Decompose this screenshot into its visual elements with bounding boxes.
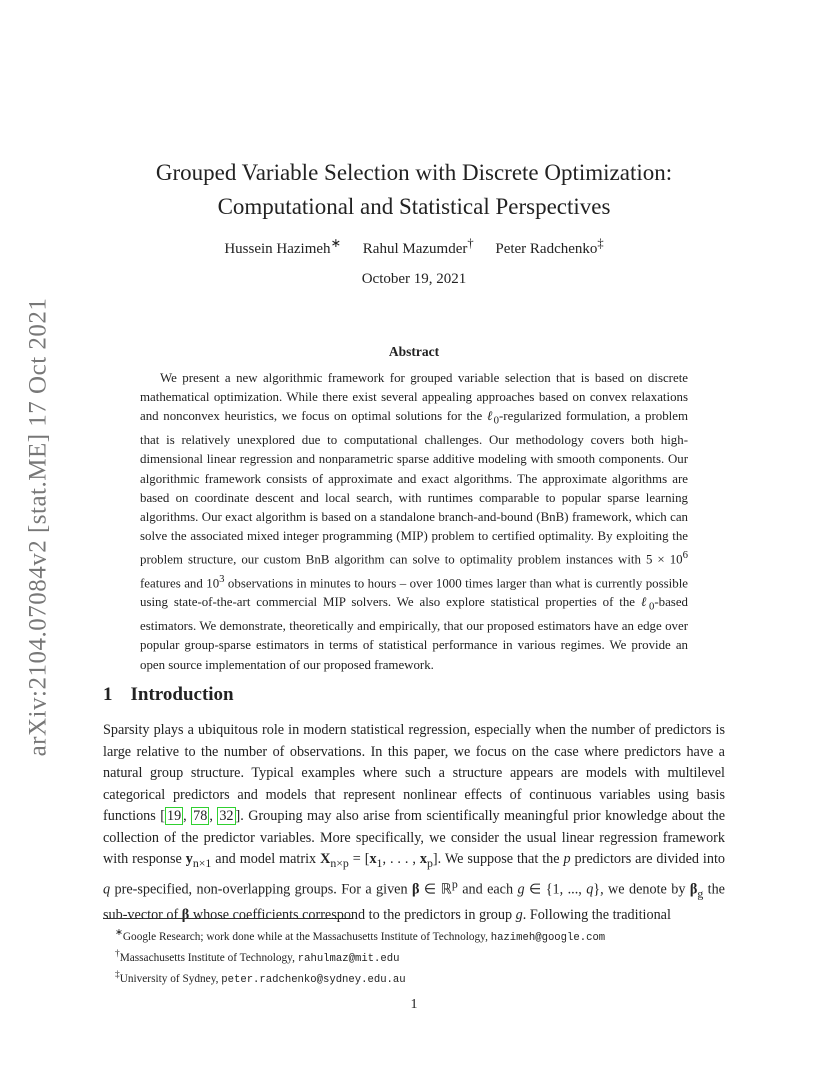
author-1: [224, 236, 342, 257]
abstract-text: features and: [140, 576, 207, 591]
math-subscript: p: [426, 855, 433, 870]
math-subscript: 0: [648, 600, 655, 613]
intro-text: pre-specified, non-overlapping groups. For a given: [110, 882, 412, 899]
author-name: Peter Radchenko: [495, 241, 598, 257]
paper-title: [90, 156, 738, 224]
page-number: 1: [410, 997, 418, 1012]
math-matrix: X: [320, 851, 331, 867]
math-vector: β: [689, 882, 698, 899]
math-vector: y: [185, 851, 193, 867]
math-superscript: p: [451, 877, 458, 892]
math-expression: 10: [206, 576, 220, 591]
title-line-2: Computational and Statistical Perspectives: [217, 194, 611, 219]
footnote-text: University of Sydney,: [119, 972, 222, 985]
abstract-text: -based estimators. We demonstrate, theoretically and empirically, that our proposed estimators have an edge over popular group-sparse estimators in terms of statistical performance in various regimes. We provide an open source implementation of our proposed framework.: [140, 595, 688, 672]
footnote-mark: †: [115, 948, 120, 959]
intro-text: Sparsity plays a ubiquitous role in modern statistical regression, especially when the number of predictors is large relative to the number of observations. In this paper, we focus on the case where predictors have a natural group structure. Typical examples where such a structure appears are models with multilevel categorical predictors and models that represent nonlinear effects of continuous variables using basis functions: [103, 722, 725, 824]
math-superscript: 3: [219, 572, 225, 585]
intro-text: , we denote by: [600, 882, 690, 899]
author-mark: †: [467, 236, 474, 250]
author-name: Hussein Hazimeh: [224, 241, 331, 257]
intro-text: ]. We suppose that the: [432, 851, 564, 867]
abstract-text: -regularized formulation, a problem that is relatively unexplored due to computational challenges. Our methodology covers both high-dimensional linear regression and nonparametric sparse additive modeling with smooth components. Our algorithmic framework consists of approximate and exact algorithms. The approximate algorithms are based on coordinate descent and local search, with runtimes comparable to popular sparse learning algorithms. Our exact algorithm is based on a standalone branch-and-bound (BnB) framework, which can solve the associated mixed integer programming (MIP) problem to certified optimality. By exploiting the problem structure, our custom BnB algorithm can solve to optimality problem instances with: [140, 409, 688, 567]
abstract-body: [140, 369, 688, 675]
citation-link[interactable]: 78: [193, 808, 208, 824]
math-variable: q: [103, 882, 111, 899]
author-list: [90, 235, 738, 258]
math-symbol: ∈ {1, ...,: [524, 882, 587, 899]
footnote-3: [103, 967, 725, 988]
footnote-1: [103, 925, 725, 946]
author-name: Rahul Mazumder: [362, 241, 468, 257]
footnote-mark: ∗: [115, 928, 123, 938]
footnote-mark: ‡: [115, 969, 120, 980]
math-vector: x: [419, 851, 427, 867]
footnote-2: [103, 946, 725, 967]
paper-date: October 19, 2021: [361, 271, 467, 287]
abstract-text: observations in minutes to hours – over 1000 times larger than what is currently possible using state-of-the-art commercial MIP solvers. We also explore statistical properties of the: [140, 576, 688, 610]
author-2: [362, 236, 474, 257]
footnote-text: Massachusetts Institute of Technology,: [119, 951, 298, 964]
section-heading: [103, 684, 234, 706]
introduction-body: Sparsity plays a ubiquitous role in modern statistical regression, especially when the number of predictors is large relative to the number of observations. In this paper, we focus on the case where predictors have a natural group structure. Typical examples where such a structure appears are models with multilevel categorical predictors and models that represent nonlinear effects of continuous variables using basis functions [ 19 , 78 , 32 ]. Grouping may also arise from scientifically meaningful prior knowledge about the collection of the predictor variables. More specifically, we consider the usual linear regression framework with response $y_{n\times 1}$ and model matrix $X_{n\times p} = [x_1$, . . . , $x_p$]. We suppose that the p predictors are divided into q pre-specified, non-overlapping groups. For a given β ∈ ℝ$^p$ and each g ∈ {1, ..., q}, we denote by $\beta_g$ the sub-vector of β whose coefficients correspond to the predictors in group g. Following the traditional: [103, 722, 726, 924]
math-variable: p: [563, 851, 571, 867]
section-title-text: Introduction: [130, 684, 234, 705]
arxiv-identifier-text: arXiv:2104.07084v2 [stat.ME] 17 Oct 2021: [24, 297, 51, 757]
citation-link[interactable]: 32: [219, 808, 234, 824]
intro-text: and model matrix: [211, 851, 321, 867]
math-symbol: }: [593, 882, 601, 899]
math-ell: ℓ: [640, 595, 649, 610]
math-vector: x: [369, 851, 377, 867]
math-subscript: n×1: [192, 855, 212, 870]
math-subscript: n×p: [330, 855, 349, 870]
abstract-heading: Abstract: [388, 344, 440, 359]
citation-link[interactable]: 19: [166, 808, 182, 824]
math-vector: β: [411, 882, 420, 899]
math-subscript: g: [697, 886, 704, 901]
intro-text: and each: [457, 882, 518, 899]
abstract-text: We present a new algorithmic framework for grouped variable selection that is based on discrete mathematical optimization. While there exist several appealing approaches based on convex relaxations and nonconvex heuristics, we focus on optimal solutions for the: [140, 371, 688, 424]
title-line-1: Grouped Variable Selection with Discrete Optimization:: [155, 160, 673, 185]
math-symbol: = [: [348, 851, 370, 867]
math-vector: β: [181, 907, 190, 924]
math-variable: q: [586, 882, 594, 899]
footnote-email: hazimeh@google.com: [490, 931, 606, 944]
math-variable: g: [517, 882, 525, 899]
section-number: 1: [103, 684, 113, 705]
intro-text: whose coefficients correspond to the predictors in group: [189, 907, 516, 924]
arxiv-identifier: [18, 282, 58, 772]
intro-text: the sub-vector of: [103, 882, 725, 924]
intro-text: . Following the traditional: [522, 907, 671, 924]
footnote-text: Google Research; work done while at the Massachusetts Institute of Technology,: [122, 930, 491, 943]
math-symbol: ∈ ℝ: [419, 882, 452, 899]
footnotes: [103, 925, 725, 987]
math-variable: g: [515, 907, 523, 924]
footnote-divider: [103, 918, 353, 919]
math-expression: 5 × 10: [645, 552, 683, 567]
math-symbol: , . . . ,: [382, 851, 420, 867]
intro-text: . Grouping may also arise from scientifically meaningful prior knowledge about the collection of the predictor variables. More specifically, we consider the usual linear regression framework with response: [103, 808, 726, 867]
math-subscript: 1: [376, 855, 383, 870]
math-subscript: 0: [493, 414, 500, 427]
footnote-email: peter.radchenko@sydney.edu.au: [221, 973, 406, 986]
math-ell: ℓ: [486, 409, 494, 424]
author-mark: ∗: [330, 236, 342, 250]
footnote-email: rahulmaz@mit.edu: [297, 952, 400, 965]
intro-text: predictors are divided into: [570, 851, 725, 867]
math-superscript: 6: [682, 549, 688, 562]
author-mark: ‡: [597, 236, 604, 250]
author-3: [495, 236, 604, 257]
